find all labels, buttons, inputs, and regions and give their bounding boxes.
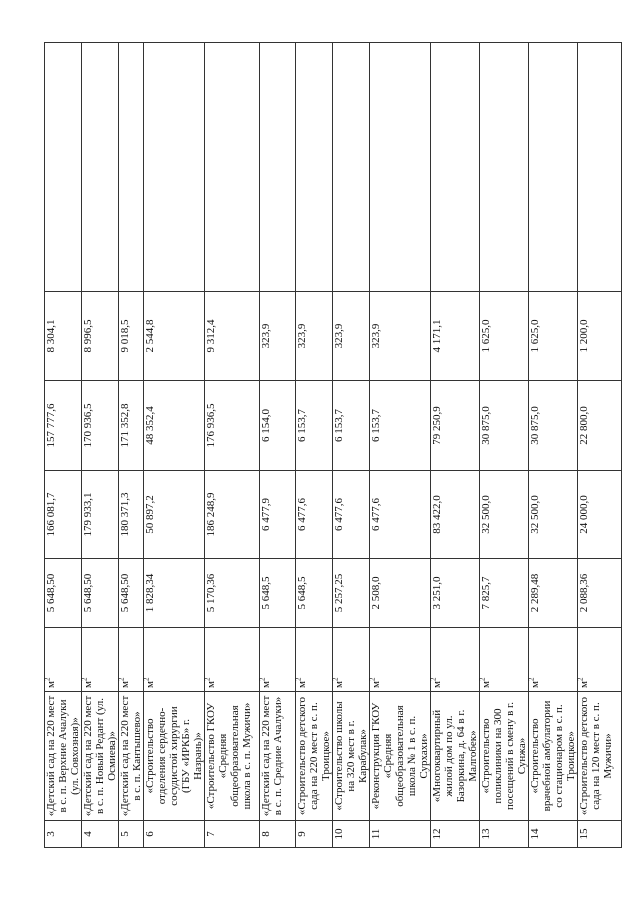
unit-text: м	[480, 681, 492, 688]
unit-price-cell: 5 257,25	[333, 559, 370, 628]
row-number-cell: 8	[260, 821, 296, 848]
extra-cell	[45, 43, 82, 292]
unit-price-cell: 5 170,36	[205, 559, 260, 628]
row-number-cell: 12	[431, 821, 480, 848]
objects-table-body	[45, 43, 622, 848]
federal-funds-cell: 170 936,5	[82, 381, 119, 471]
regional-funds-cell: 2 544,8	[144, 292, 205, 381]
unit-cell	[45, 628, 82, 692]
regional-funds-cell: 323,9	[370, 292, 431, 381]
unit-price-cell: 2 088,36	[578, 559, 622, 628]
object-name-cell: «Детский сад на 220 мест в с. п. Верхние Ачалуки (ул. Совхозная)»	[45, 692, 82, 821]
unit-price-cell: 5 648,50	[119, 559, 144, 628]
total-cost-cell: 83 422,0	[431, 471, 480, 559]
unit-cell	[370, 628, 431, 692]
unit-text: м	[529, 681, 541, 688]
table-row	[45, 43, 82, 848]
federal-funds-cell: 157 777,6	[45, 381, 82, 471]
extra-cell	[82, 43, 119, 292]
extra-cell	[578, 43, 622, 292]
total-cost-cell: 32 500,0	[480, 471, 529, 559]
unit-text: м	[296, 681, 308, 688]
table-row	[260, 43, 296, 848]
unit-cell	[431, 628, 480, 692]
row-number-cell: 15	[578, 821, 622, 848]
table-row	[333, 43, 370, 848]
unit-cell	[529, 628, 578, 692]
total-cost-cell: 186 248,9	[205, 471, 260, 559]
row-number-cell: 5	[119, 821, 144, 848]
unit-text: м	[82, 681, 94, 688]
unit-cell	[260, 628, 296, 692]
object-name-cell: «Строительство врачебной амбулатории со стационаром в с. п. Троицкое»	[529, 692, 578, 821]
total-cost-cell: 6 477,6	[370, 471, 431, 559]
row-number-cell: 10	[333, 821, 370, 848]
table-row	[578, 43, 622, 848]
total-cost-cell: 166 081,7	[45, 471, 82, 559]
federal-funds-cell: 30 875,0	[480, 381, 529, 471]
federal-funds-cell: 176 936,5	[205, 381, 260, 471]
total-cost-cell: 24 000,0	[578, 471, 622, 559]
total-cost-cell: 32 500,0	[529, 471, 578, 559]
extra-cell	[296, 43, 333, 292]
object-name-cell: «Детский сад на 220 мест в с. п. Средние Ачалуки»	[260, 692, 296, 821]
unit-text: м	[370, 681, 382, 688]
object-name-cell: «Строительство отделения сердечно-сосудистой хирургии (ГБУ «ИРКБ» г. Назрань)»	[144, 692, 205, 821]
federal-funds-cell: 171 352,8	[119, 381, 144, 471]
unit-superscript: 2	[80, 677, 89, 682]
regional-funds-cell: 1 625,0	[529, 292, 578, 381]
unit-superscript: 2	[203, 677, 212, 682]
unit-price-cell: 1 828,34	[144, 559, 205, 628]
unit-text: м	[119, 681, 131, 688]
unit-superscript: 2	[527, 677, 536, 682]
row-number-cell: 3	[45, 821, 82, 848]
object-name-cell: «Строительство ГКОУ «Средняя общеобразовательная школа в с. п. Мужичи»	[205, 692, 260, 821]
unit-superscript: 2	[429, 677, 438, 682]
unit-cell	[333, 628, 370, 692]
extra-cell	[260, 43, 296, 292]
total-cost-cell: 6 477,9	[260, 471, 296, 559]
row-number-cell: 14	[529, 821, 578, 848]
federal-funds-cell: 30 875,0	[529, 381, 578, 471]
unit-cell	[205, 628, 260, 692]
unit-superscript: 2	[576, 677, 585, 682]
unit-cell	[144, 628, 205, 692]
unit-superscript: 2	[43, 677, 52, 682]
table-row	[529, 43, 578, 848]
unit-price-cell: 5 648,5	[296, 559, 333, 628]
regional-funds-cell: 4 171,1	[431, 292, 480, 381]
regional-funds-cell: 1 200,0	[578, 292, 622, 381]
row-number-cell: 11	[370, 821, 431, 848]
extra-cell	[370, 43, 431, 292]
regional-funds-cell: 323,9	[333, 292, 370, 381]
table-row	[480, 43, 529, 848]
table-row	[370, 43, 431, 848]
unit-text: м	[144, 681, 156, 688]
unit-superscript: 2	[368, 677, 377, 682]
unit-cell	[119, 628, 144, 692]
object-name-cell: «Строительство поликлиники на 300 посещений в смену в г. Сунжа»	[480, 692, 529, 821]
regional-funds-cell: 8 996,5	[82, 292, 119, 381]
total-cost-cell: 179 933,1	[82, 471, 119, 559]
object-name-cell: «Реконструкция ГКОУ «Средняя общеобразовательная школа № 1 в с. п. Сурхахи»	[370, 692, 431, 821]
table-row	[119, 43, 144, 848]
unit-superscript: 2	[331, 677, 340, 682]
unit-superscript: 2	[142, 677, 151, 682]
row-number-cell: 9	[296, 821, 333, 848]
unit-price-cell: 5 648,50	[45, 559, 82, 628]
unit-text: м	[45, 681, 57, 688]
regional-funds-cell: 9 018,5	[119, 292, 144, 381]
object-name-cell: «Строительство детского сада на 120 мест в с. п. Мужичи»	[578, 692, 622, 821]
extra-cell	[333, 43, 370, 292]
unit-cell	[578, 628, 622, 692]
unit-text: м	[431, 681, 443, 688]
unit-price-cell: 5 648,5	[260, 559, 296, 628]
total-cost-cell: 180 371,3	[119, 471, 144, 559]
unit-text: м	[578, 681, 590, 688]
unit-text: м	[333, 681, 345, 688]
table-row	[205, 43, 260, 848]
regional-funds-cell: 323,9	[296, 292, 333, 381]
regional-funds-cell: 8 304,1	[45, 292, 82, 381]
extra-cell	[119, 43, 144, 292]
table-row	[296, 43, 333, 848]
table-row	[144, 43, 205, 848]
unit-cell	[82, 628, 119, 692]
total-cost-cell: 50 897,2	[144, 471, 205, 559]
row-number-cell: 7	[205, 821, 260, 848]
extra-cell	[205, 43, 260, 292]
regional-funds-cell: 9 312,4	[205, 292, 260, 381]
unit-price-cell: 2 508,0	[370, 559, 431, 628]
row-number-cell: 13	[480, 821, 529, 848]
federal-funds-cell: 6 153,7	[333, 381, 370, 471]
unit-cell	[296, 628, 333, 692]
object-name-cell: «Строительство детского сада на 220 мест в с. п. Троицкое»	[296, 692, 333, 821]
regional-funds-cell: 323,9	[260, 292, 296, 381]
unit-text: м	[260, 681, 272, 688]
regional-funds-cell: 1 625,0	[480, 292, 529, 381]
unit-superscript: 2	[478, 677, 487, 682]
total-cost-cell: 6 477,6	[296, 471, 333, 559]
rotated-table-wrapper	[43, 43, 614, 848]
unit-text: м	[205, 681, 217, 688]
unit-superscript: 2	[117, 677, 126, 682]
unit-cell	[480, 628, 529, 692]
object-name-cell: «Строительство школы на 320 мест в г. Карабулак»	[333, 692, 370, 821]
table-row	[82, 43, 119, 848]
extra-cell	[144, 43, 205, 292]
unit-superscript: 2	[258, 677, 267, 682]
object-name-cell: «Детский сад на 220 мест в с. п. Кантышево»	[119, 692, 144, 821]
unit-price-cell: 5 648,50	[82, 559, 119, 628]
extra-cell	[480, 43, 529, 292]
federal-funds-cell: 6 154,0	[260, 381, 296, 471]
federal-funds-cell: 79 250,9	[431, 381, 480, 471]
extra-cell	[431, 43, 480, 292]
row-number-cell: 6	[144, 821, 205, 848]
unit-price-cell: 2 289,48	[529, 559, 578, 628]
table-row	[431, 43, 480, 848]
federal-funds-cell: 22 800,0	[578, 381, 622, 471]
object-name-cell: «Многоквартирный жилой дом по ул. Базоркина, д. 64 в г. Малгобек»	[431, 692, 480, 821]
objects-table	[44, 42, 622, 848]
federal-funds-cell: 6 153,7	[296, 381, 333, 471]
row-number-cell: 4	[82, 821, 119, 848]
unit-price-cell: 7 825,7	[480, 559, 529, 628]
federal-funds-cell: 6 153,7	[370, 381, 431, 471]
extra-cell	[529, 43, 578, 292]
unit-superscript: 2	[294, 677, 303, 682]
object-name-cell: «Детский сад на 220 мест в с. п. Новый Редант (ул. Осмиева)»	[82, 692, 119, 821]
federal-funds-cell: 48 352,4	[144, 381, 205, 471]
unit-price-cell: 3 251,0	[431, 559, 480, 628]
total-cost-cell: 6 477,6	[333, 471, 370, 559]
